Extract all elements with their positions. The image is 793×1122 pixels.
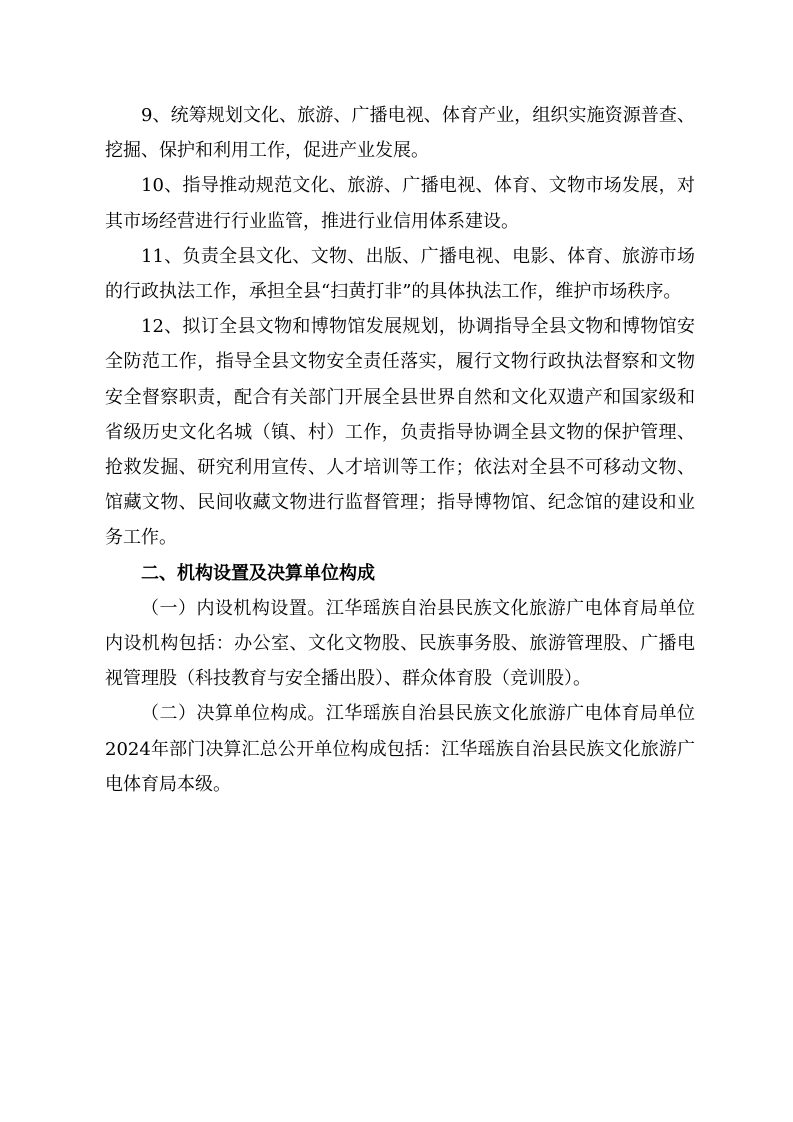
paragraph-internal-structure: （一）内设机构设置。江华瑶族自治县民族文化旅游广电体育局单位内设机构包括：办公室、文化文物股、民族事务股、旅游管理股、广播电视管理股（科技教育与安全播出股）、群众体育股（竞训股）。 bbox=[105, 597, 695, 690]
document-body bbox=[105, 98, 695, 802]
paragraph-item-12: 12、拟订全县文物和博物馆发展规划，协调指导全县文物和博物馆安全防范工作，指导全县文物安全责任落实，履行文物行政执法督察和文物安全督察职责，配合有关部门开展全县世界自然和文化双遗产和国家级和省级历史文化名城（镇、村）工作，负责指导协调全县文物的保护管理、抢救发掘、研究利用宣传、人才培训等工作；依法对全县不可移动文物、馆藏文物、民间收藏文物进行监督管理；指导博物馆、纪念馆的建设和业务工作。 bbox=[105, 316, 695, 549]
paragraph-item-10: 10、指导推动规范文化、旅游、广播电视、体育、文物市场发展，对其市场经营进行行业监管，推进行业信用体系建设。 bbox=[105, 175, 695, 232]
paragraph-item-9: 9、统筹规划文化、旅游、广播电视、体育产业，组织实施资源普查、挖掘、保护和利用工作，促进产业发展。 bbox=[105, 105, 695, 162]
section-heading: 二、机构设置及决算单位构成 bbox=[141, 562, 375, 584]
paragraph-budget-units: （二）决算单位构成。江华瑶族自治县民族文化旅游广电体育局单位2024年部门决算汇总公开单位构成包括：江华瑶族自治县民族文化旅游广电体育局本级。 bbox=[105, 703, 695, 795]
paragraph-item-11: 11、负责全县文化、文物、出版、广播电视、电影、体育、旅游市场的行政执法工作，承担全县“扫黄打非”的具体执法工作，维护市场秩序。 bbox=[105, 245, 695, 303]
